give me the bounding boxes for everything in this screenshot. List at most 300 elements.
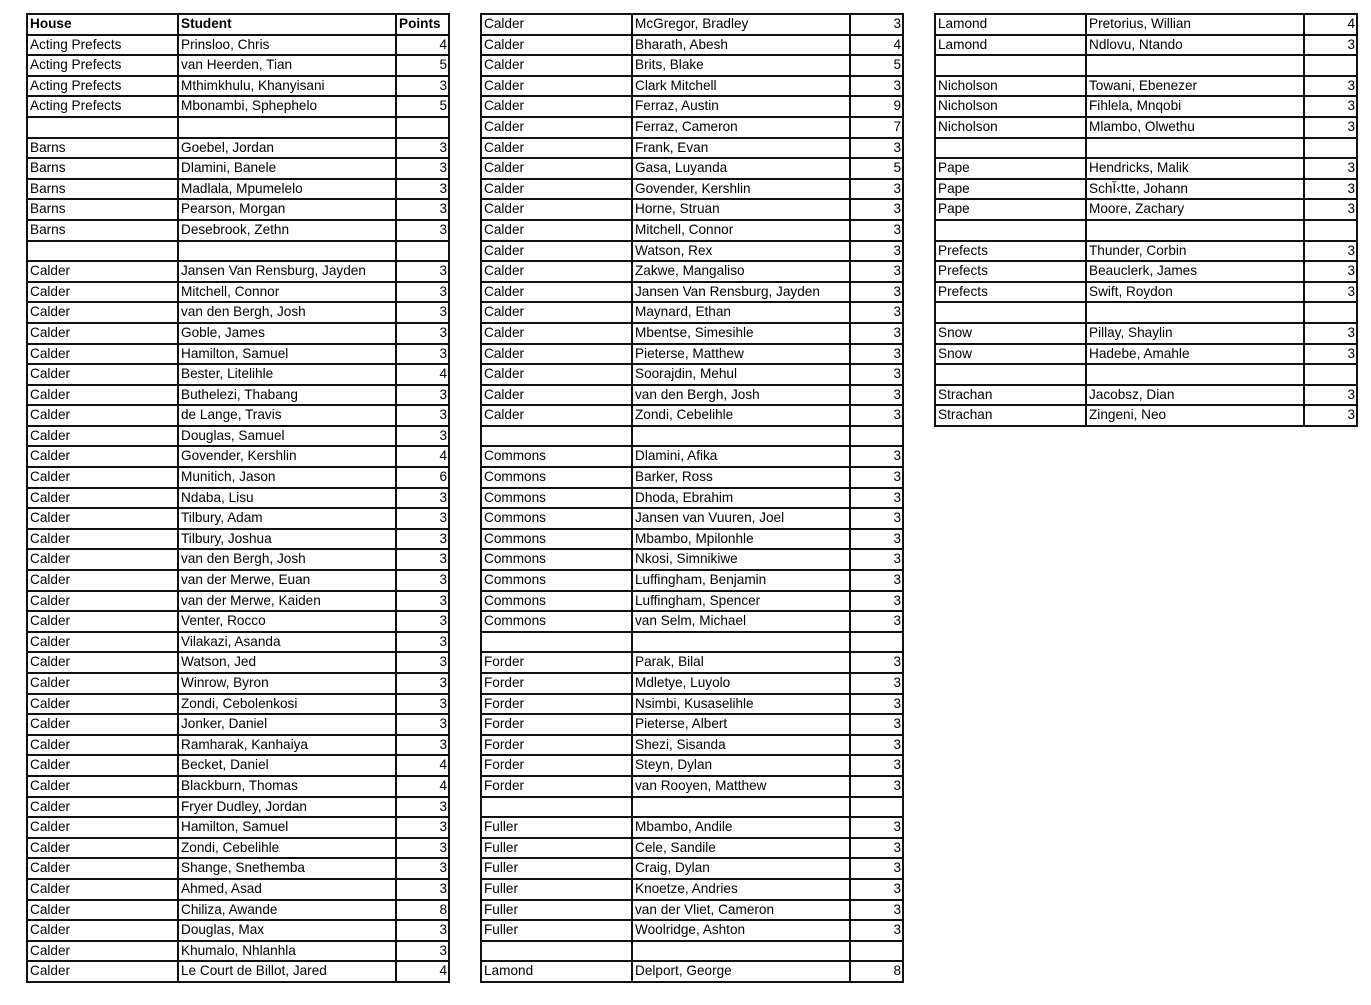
points-cell[interactable]: 3 <box>850 467 903 488</box>
student-cell[interactable]: Barker, Ross <box>632 467 850 488</box>
house-cell[interactable]: Fuller <box>481 900 632 921</box>
student-cell[interactable] <box>1086 302 1304 323</box>
student-cell[interactable]: Pretorius, Willian <box>1086 14 1304 35</box>
student-cell[interactable]: Pearson, Morgan <box>178 199 396 220</box>
points-cell[interactable] <box>1304 138 1357 159</box>
house-cell[interactable]: Acting Prefects <box>27 35 178 56</box>
points-cell[interactable]: 8 <box>850 961 903 982</box>
house-cell[interactable]: Calder <box>481 344 632 365</box>
points-cell[interactable]: 3 <box>396 138 449 159</box>
student-cell[interactable]: Ndaba, Lisu <box>178 488 396 509</box>
points-cell[interactable]: 3 <box>396 632 449 653</box>
points-cell[interactable]: 3 <box>1304 323 1357 344</box>
student-cell[interactable]: Ferraz, Austin <box>632 96 850 117</box>
house-cell[interactable] <box>935 220 1086 241</box>
student-cell[interactable]: Moore, Zachary <box>1086 199 1304 220</box>
points-cell[interactable]: 3 <box>396 797 449 818</box>
points-cell[interactable]: 5 <box>850 55 903 76</box>
points-cell[interactable]: 4 <box>396 776 449 797</box>
house-cell[interactable] <box>935 364 1086 385</box>
points-cell[interactable]: 3 <box>850 549 903 570</box>
points-cell[interactable]: 3 <box>850 179 903 200</box>
student-cell[interactable]: Fryer Dudley, Jordan <box>178 797 396 818</box>
student-cell[interactable]: Mdletye, Luyolo <box>632 673 850 694</box>
points-cell[interactable]: 4 <box>396 755 449 776</box>
student-cell[interactable] <box>1086 364 1304 385</box>
house-cell[interactable]: Calder <box>481 364 632 385</box>
house-cell[interactable]: Fuller <box>481 879 632 900</box>
house-cell[interactable] <box>935 138 1086 159</box>
house-cell[interactable]: Calder <box>27 817 178 838</box>
house-cell[interactable]: Calder <box>481 179 632 200</box>
points-cell[interactable]: 3 <box>1304 35 1357 56</box>
points-cell[interactable]: 3 <box>850 220 903 241</box>
points-cell[interactable]: 3 <box>396 673 449 694</box>
house-cell[interactable]: Calder <box>27 858 178 879</box>
house-cell[interactable]: Calder <box>27 549 178 570</box>
house-cell[interactable] <box>27 117 178 138</box>
points-cell[interactable]: 3 <box>1304 158 1357 179</box>
student-cell[interactable]: Woolridge, Ashton <box>632 920 850 941</box>
points-cell[interactable]: 3 <box>850 652 903 673</box>
student-cell[interactable]: Mbonambi, Sphephelo <box>178 96 396 117</box>
house-cell[interactable]: Calder <box>27 591 178 612</box>
points-cell[interactable] <box>850 797 903 818</box>
student-cell[interactable]: Mlambo, Olwethu <box>1086 117 1304 138</box>
points-cell[interactable]: 3 <box>396 385 449 406</box>
student-cell[interactable]: Ferraz, Cameron <box>632 117 850 138</box>
house-cell[interactable]: Prefects <box>935 261 1086 282</box>
house-cell[interactable]: Pape <box>935 199 1086 220</box>
student-cell[interactable]: Dlamini, Banele <box>178 158 396 179</box>
student-cell[interactable]: Jansen Van Rensburg, Jayden <box>632 282 850 303</box>
points-cell[interactable] <box>1304 364 1357 385</box>
points-cell[interactable]: 3 <box>850 344 903 365</box>
points-cell[interactable]: 3 <box>850 879 903 900</box>
house-cell[interactable] <box>481 632 632 653</box>
house-cell[interactable]: Calder <box>481 302 632 323</box>
points-cell[interactable]: 4 <box>1304 14 1357 35</box>
student-cell[interactable]: van den Bergh, Josh <box>632 385 850 406</box>
student-cell[interactable] <box>178 241 396 262</box>
house-cell[interactable]: Fuller <box>481 817 632 838</box>
house-cell[interactable]: Calder <box>27 508 178 529</box>
house-cell[interactable]: Forder <box>481 694 632 715</box>
points-cell[interactable]: 3 <box>850 323 903 344</box>
points-cell[interactable]: 3 <box>396 405 449 426</box>
house-cell[interactable]: Barns <box>27 158 178 179</box>
house-cell[interactable]: Fuller <box>481 920 632 941</box>
student-cell[interactable]: Desebrook, Zethn <box>178 220 396 241</box>
points-cell[interactable]: 3 <box>396 611 449 632</box>
student-cell[interactable]: Venter, Rocco <box>178 611 396 632</box>
points-cell[interactable]: 3 <box>1304 117 1357 138</box>
house-cell[interactable]: Commons <box>481 488 632 509</box>
house-cell[interactable]: Fuller <box>481 838 632 859</box>
points-cell[interactable] <box>396 117 449 138</box>
house-cell[interactable]: Nicholson <box>935 117 1086 138</box>
house-cell[interactable]: Barns <box>27 138 178 159</box>
student-cell[interactable]: Brits, Blake <box>632 55 850 76</box>
house-cell[interactable]: Calder <box>27 261 178 282</box>
student-cell[interactable] <box>632 797 850 818</box>
student-cell[interactable]: Frank, Evan <box>632 138 850 159</box>
student-cell[interactable]: van der Merwe, Kaiden <box>178 591 396 612</box>
points-cell[interactable]: 3 <box>850 694 903 715</box>
house-cell[interactable]: Calder <box>27 920 178 941</box>
student-cell[interactable]: Khumalo, Nhlanhla <box>178 941 396 962</box>
house-cell[interactable]: Forder <box>481 776 632 797</box>
points-cell[interactable]: 3 <box>850 241 903 262</box>
points-cell[interactable]: 3 <box>396 426 449 447</box>
student-cell[interactable] <box>632 426 850 447</box>
points-cell[interactable]: 3 <box>850 900 903 921</box>
house-cell[interactable]: Commons <box>481 611 632 632</box>
student-cell[interactable]: van Heerden, Tian <box>178 55 396 76</box>
student-cell[interactable]: Jonker, Daniel <box>178 714 396 735</box>
student-cell[interactable]: SchĬ‹tte, Johann <box>1086 179 1304 200</box>
points-cell[interactable]: 3 <box>1304 241 1357 262</box>
points-cell[interactable]: 4 <box>850 35 903 56</box>
points-cell[interactable] <box>396 241 449 262</box>
house-cell[interactable]: Calder <box>481 158 632 179</box>
points-cell[interactable]: 3 <box>396 323 449 344</box>
student-cell[interactable]: Zondi, Cebelihle <box>632 405 850 426</box>
student-cell[interactable]: Mthimkhulu, Khanyisani <box>178 76 396 97</box>
house-cell[interactable]: Barns <box>27 179 178 200</box>
points-cell[interactable] <box>850 632 903 653</box>
points-cell[interactable]: 3 <box>396 838 449 859</box>
points-cell[interactable]: 3 <box>396 591 449 612</box>
house-cell[interactable]: Calder <box>27 776 178 797</box>
house-cell[interactable]: Forder <box>481 735 632 756</box>
house-cell[interactable]: Prefects <box>935 282 1086 303</box>
points-cell[interactable]: 4 <box>396 446 449 467</box>
points-cell[interactable]: 5 <box>850 158 903 179</box>
points-cell[interactable]: 3 <box>850 714 903 735</box>
house-cell[interactable]: Calder <box>481 199 632 220</box>
student-cell[interactable]: van der Merwe, Euan <box>178 570 396 591</box>
points-cell[interactable]: 5 <box>396 55 449 76</box>
student-cell[interactable]: Nkosi, Simnikiwe <box>632 549 850 570</box>
house-cell[interactable]: Commons <box>481 508 632 529</box>
points-cell[interactable]: 3 <box>396 694 449 715</box>
student-cell[interactable]: van Rooyen, Matthew <box>632 776 850 797</box>
student-cell[interactable] <box>178 117 396 138</box>
house-cell[interactable]: Calder <box>27 632 178 653</box>
house-cell[interactable]: Calder <box>27 755 178 776</box>
points-cell[interactable]: 3 <box>396 282 449 303</box>
points-cell[interactable]: 3 <box>850 508 903 529</box>
student-cell[interactable]: Mbambo, Mpilonhle <box>632 529 850 550</box>
points-cell[interactable]: 3 <box>850 755 903 776</box>
points-cell[interactable] <box>1304 302 1357 323</box>
house-cell[interactable]: Forder <box>481 755 632 776</box>
points-cell[interactable] <box>850 426 903 447</box>
student-cell[interactable]: Jacobsz, Dian <box>1086 385 1304 406</box>
points-cell[interactable]: 3 <box>850 673 903 694</box>
points-cell[interactable]: 3 <box>1304 199 1357 220</box>
points-cell[interactable]: 3 <box>396 220 449 241</box>
student-cell[interactable]: Douglas, Samuel <box>178 426 396 447</box>
house-cell[interactable]: Commons <box>481 467 632 488</box>
points-cell[interactable]: 6 <box>396 467 449 488</box>
points-cell[interactable]: 3 <box>396 570 449 591</box>
points-cell[interactable]: 3 <box>396 858 449 879</box>
house-cell[interactable]: Calder <box>27 735 178 756</box>
header-points[interactable]: Points <box>396 14 449 35</box>
student-cell[interactable]: Winrow, Byron <box>178 673 396 694</box>
student-cell[interactable]: Govender, Kershlin <box>632 179 850 200</box>
points-cell[interactable]: 3 <box>396 941 449 962</box>
house-cell[interactable]: Calder <box>481 220 632 241</box>
points-cell[interactable]: 3 <box>850 611 903 632</box>
student-cell[interactable]: Hamilton, Samuel <box>178 817 396 838</box>
house-cell[interactable]: Calder <box>27 570 178 591</box>
student-cell[interactable]: van den Bergh, Josh <box>178 549 396 570</box>
student-cell[interactable]: Mbambo, Andile <box>632 817 850 838</box>
student-cell[interactable]: Pillay, Shaylin <box>1086 323 1304 344</box>
house-cell[interactable] <box>27 241 178 262</box>
points-cell[interactable]: 3 <box>850 261 903 282</box>
house-cell[interactable]: Calder <box>27 302 178 323</box>
house-cell[interactable]: Calder <box>27 446 178 467</box>
house-cell[interactable] <box>935 302 1086 323</box>
house-cell[interactable]: Lamond <box>935 14 1086 35</box>
points-cell[interactable]: 3 <box>850 138 903 159</box>
student-cell[interactable]: Ndlovu, Ntando <box>1086 35 1304 56</box>
house-cell[interactable]: Calder <box>27 467 178 488</box>
points-cell[interactable]: 4 <box>396 961 449 982</box>
student-cell[interactable]: Nsimbi, Kusaselihle <box>632 694 850 715</box>
student-cell[interactable]: Swift, Roydon <box>1086 282 1304 303</box>
house-cell[interactable]: Fuller <box>481 858 632 879</box>
house-cell[interactable]: Calder <box>481 117 632 138</box>
points-cell[interactable]: 3 <box>396 261 449 282</box>
points-cell[interactable]: 3 <box>396 76 449 97</box>
points-cell[interactable]: 3 <box>850 364 903 385</box>
house-cell[interactable]: Calder <box>27 652 178 673</box>
student-cell[interactable]: Clark Mitchell <box>632 76 850 97</box>
points-cell[interactable]: 3 <box>850 488 903 509</box>
house-cell[interactable]: Prefects <box>935 241 1086 262</box>
house-cell[interactable]: Calder <box>481 14 632 35</box>
points-cell[interactable]: 3 <box>850 817 903 838</box>
student-cell[interactable]: van den Bergh, Josh <box>178 302 396 323</box>
points-cell[interactable]: 3 <box>1304 405 1357 426</box>
house-cell[interactable]: Calder <box>481 138 632 159</box>
house-cell[interactable]: Calder <box>27 426 178 447</box>
house-cell[interactable]: Calder <box>481 261 632 282</box>
student-cell[interactable]: Goebel, Jordan <box>178 138 396 159</box>
header-student[interactable]: Student <box>178 14 396 35</box>
points-cell[interactable]: 3 <box>396 179 449 200</box>
student-cell[interactable]: Munitich, Jason <box>178 467 396 488</box>
house-cell[interactable]: Calder <box>27 941 178 962</box>
student-cell[interactable]: Hadebe, Amahle <box>1086 344 1304 365</box>
student-cell[interactable] <box>1086 138 1304 159</box>
points-cell[interactable]: 3 <box>850 282 903 303</box>
house-cell[interactable]: Calder <box>481 405 632 426</box>
house-cell[interactable]: Commons <box>481 549 632 570</box>
house-cell[interactable]: Calder <box>27 900 178 921</box>
student-cell[interactable]: Delport, George <box>632 961 850 982</box>
student-cell[interactable]: Blackburn, Thomas <box>178 776 396 797</box>
points-cell[interactable]: 3 <box>850 920 903 941</box>
points-cell[interactable]: 3 <box>850 199 903 220</box>
points-cell[interactable]: 3 <box>850 776 903 797</box>
house-cell[interactable] <box>481 797 632 818</box>
student-cell[interactable]: Douglas, Max <box>178 920 396 941</box>
student-cell[interactable]: Shezi, Sisanda <box>632 735 850 756</box>
points-cell[interactable]: 3 <box>850 76 903 97</box>
house-cell[interactable]: Calder <box>481 55 632 76</box>
student-cell[interactable]: Knoetze, Andries <box>632 879 850 900</box>
house-cell[interactable]: Calder <box>481 241 632 262</box>
house-cell[interactable]: Nicholson <box>935 96 1086 117</box>
student-cell[interactable]: Luffingham, Spencer <box>632 591 850 612</box>
points-cell[interactable]: 4 <box>396 35 449 56</box>
house-cell[interactable]: Pape <box>935 179 1086 200</box>
student-cell[interactable]: Watson, Jed <box>178 652 396 673</box>
student-cell[interactable]: Pieterse, Matthew <box>632 344 850 365</box>
points-cell[interactable]: 5 <box>396 96 449 117</box>
house-cell[interactable]: Snow <box>935 344 1086 365</box>
points-cell[interactable]: 3 <box>396 199 449 220</box>
student-cell[interactable]: Fihlela, Mnqobi <box>1086 96 1304 117</box>
student-cell[interactable]: Tilbury, Joshua <box>178 529 396 550</box>
points-cell[interactable]: 3 <box>1304 76 1357 97</box>
points-cell[interactable]: 3 <box>1304 96 1357 117</box>
student-cell[interactable]: Mbentse, Simesihle <box>632 323 850 344</box>
house-cell[interactable]: Calder <box>27 961 178 982</box>
house-cell[interactable]: Lamond <box>481 961 632 982</box>
points-cell[interactable]: 9 <box>850 96 903 117</box>
student-cell[interactable]: Jansen Van Rensburg, Jayden <box>178 261 396 282</box>
house-cell[interactable]: Calder <box>27 838 178 859</box>
points-cell[interactable]: 3 <box>396 158 449 179</box>
house-cell[interactable]: Calder <box>481 96 632 117</box>
student-cell[interactable]: Prinsloo, Chris <box>178 35 396 56</box>
points-cell[interactable]: 3 <box>850 385 903 406</box>
student-cell[interactable]: Luffingham, Benjamin <box>632 570 850 591</box>
house-cell[interactable]: Calder <box>481 76 632 97</box>
student-cell[interactable]: Soorajdin, Mehul <box>632 364 850 385</box>
house-cell[interactable]: Calder <box>27 714 178 735</box>
house-cell[interactable]: Calder <box>27 488 178 509</box>
student-cell[interactable]: Mitchell, Connor <box>632 220 850 241</box>
student-cell[interactable]: Madlala, Mpumelelo <box>178 179 396 200</box>
house-cell[interactable]: Commons <box>481 446 632 467</box>
student-cell[interactable]: Hamilton, Samuel <box>178 344 396 365</box>
student-cell[interactable]: Jansen van Vuuren, Joel <box>632 508 850 529</box>
house-cell[interactable]: Calder <box>27 797 178 818</box>
student-cell[interactable]: Zondi, Cebolenkosi <box>178 694 396 715</box>
points-cell[interactable]: 3 <box>850 735 903 756</box>
student-cell[interactable]: Le Court de Billot, Jared <box>178 961 396 982</box>
house-cell[interactable] <box>935 55 1086 76</box>
points-cell[interactable]: 3 <box>850 302 903 323</box>
student-cell[interactable]: Govender, Kershlin <box>178 446 396 467</box>
house-cell[interactable]: Nicholson <box>935 76 1086 97</box>
points-cell[interactable]: 3 <box>396 817 449 838</box>
points-cell[interactable] <box>1304 220 1357 241</box>
student-cell[interactable]: Pieterse, Albert <box>632 714 850 735</box>
house-cell[interactable]: Snow <box>935 323 1086 344</box>
student-cell[interactable]: Towani, Ebenezer <box>1086 76 1304 97</box>
points-cell[interactable]: 3 <box>396 508 449 529</box>
house-cell[interactable]: Calder <box>27 879 178 900</box>
header-house[interactable]: House <box>27 14 178 35</box>
points-cell[interactable]: 3 <box>1304 385 1357 406</box>
house-cell[interactable]: Calder <box>481 282 632 303</box>
points-cell[interactable]: 4 <box>396 364 449 385</box>
student-cell[interactable]: Hendricks, Malik <box>1086 158 1304 179</box>
points-cell[interactable]: 3 <box>850 529 903 550</box>
student-cell[interactable]: Beauclerk, James <box>1086 261 1304 282</box>
house-cell[interactable] <box>481 941 632 962</box>
student-cell[interactable]: Ahmed, Asad <box>178 879 396 900</box>
house-cell[interactable]: Lamond <box>935 35 1086 56</box>
house-cell[interactable]: Calder <box>481 323 632 344</box>
student-cell[interactable]: Dhoda, Ebrahim <box>632 488 850 509</box>
points-cell[interactable]: 3 <box>396 344 449 365</box>
points-cell[interactable]: 3 <box>850 858 903 879</box>
house-cell[interactable]: Calder <box>27 611 178 632</box>
house-cell[interactable]: Forder <box>481 673 632 694</box>
house-cell[interactable]: Calder <box>27 529 178 550</box>
student-cell[interactable]: Buthelezi, Thabang <box>178 385 396 406</box>
points-cell[interactable]: 3 <box>1304 344 1357 365</box>
points-cell[interactable] <box>850 941 903 962</box>
house-cell[interactable]: Calder <box>27 282 178 303</box>
student-cell[interactable]: Chiliza, Awande <box>178 900 396 921</box>
student-cell[interactable]: Zingeni, Neo <box>1086 405 1304 426</box>
house-cell[interactable]: Forder <box>481 652 632 673</box>
student-cell[interactable]: de Lange, Travis <box>178 405 396 426</box>
student-cell[interactable]: Maynard, Ethan <box>632 302 850 323</box>
student-cell[interactable]: van der Vliet, Cameron <box>632 900 850 921</box>
points-cell[interactable]: 3 <box>396 529 449 550</box>
points-cell[interactable]: 3 <box>850 570 903 591</box>
student-cell[interactable]: Vilakazi, Asanda <box>178 632 396 653</box>
points-cell[interactable]: 3 <box>850 446 903 467</box>
student-cell[interactable]: Parak, Bilal <box>632 652 850 673</box>
house-cell[interactable]: Barns <box>27 199 178 220</box>
student-cell[interactable] <box>632 941 850 962</box>
house-cell[interactable]: Barns <box>27 220 178 241</box>
points-cell[interactable]: 3 <box>850 591 903 612</box>
student-cell[interactable]: Becket, Daniel <box>178 755 396 776</box>
student-cell[interactable]: Thunder, Corbin <box>1086 241 1304 262</box>
points-cell[interactable]: 3 <box>850 838 903 859</box>
student-cell[interactable]: van Selm, Michael <box>632 611 850 632</box>
points-cell[interactable]: 7 <box>850 117 903 138</box>
house-cell[interactable]: Calder <box>27 405 178 426</box>
house-cell[interactable]: Forder <box>481 714 632 735</box>
student-cell[interactable]: Zondi, Cebelihle <box>178 838 396 859</box>
house-cell[interactable]: Strachan <box>935 405 1086 426</box>
points-cell[interactable]: 3 <box>1304 261 1357 282</box>
student-cell[interactable] <box>1086 220 1304 241</box>
house-cell[interactable]: Acting Prefects <box>27 96 178 117</box>
student-cell[interactable]: Bharath, Abesh <box>632 35 850 56</box>
student-cell[interactable]: Zakwe, Mangaliso <box>632 261 850 282</box>
points-cell[interactable]: 3 <box>850 405 903 426</box>
house-cell[interactable]: Calder <box>481 35 632 56</box>
house-cell[interactable]: Calder <box>27 385 178 406</box>
points-cell[interactable]: 3 <box>396 488 449 509</box>
